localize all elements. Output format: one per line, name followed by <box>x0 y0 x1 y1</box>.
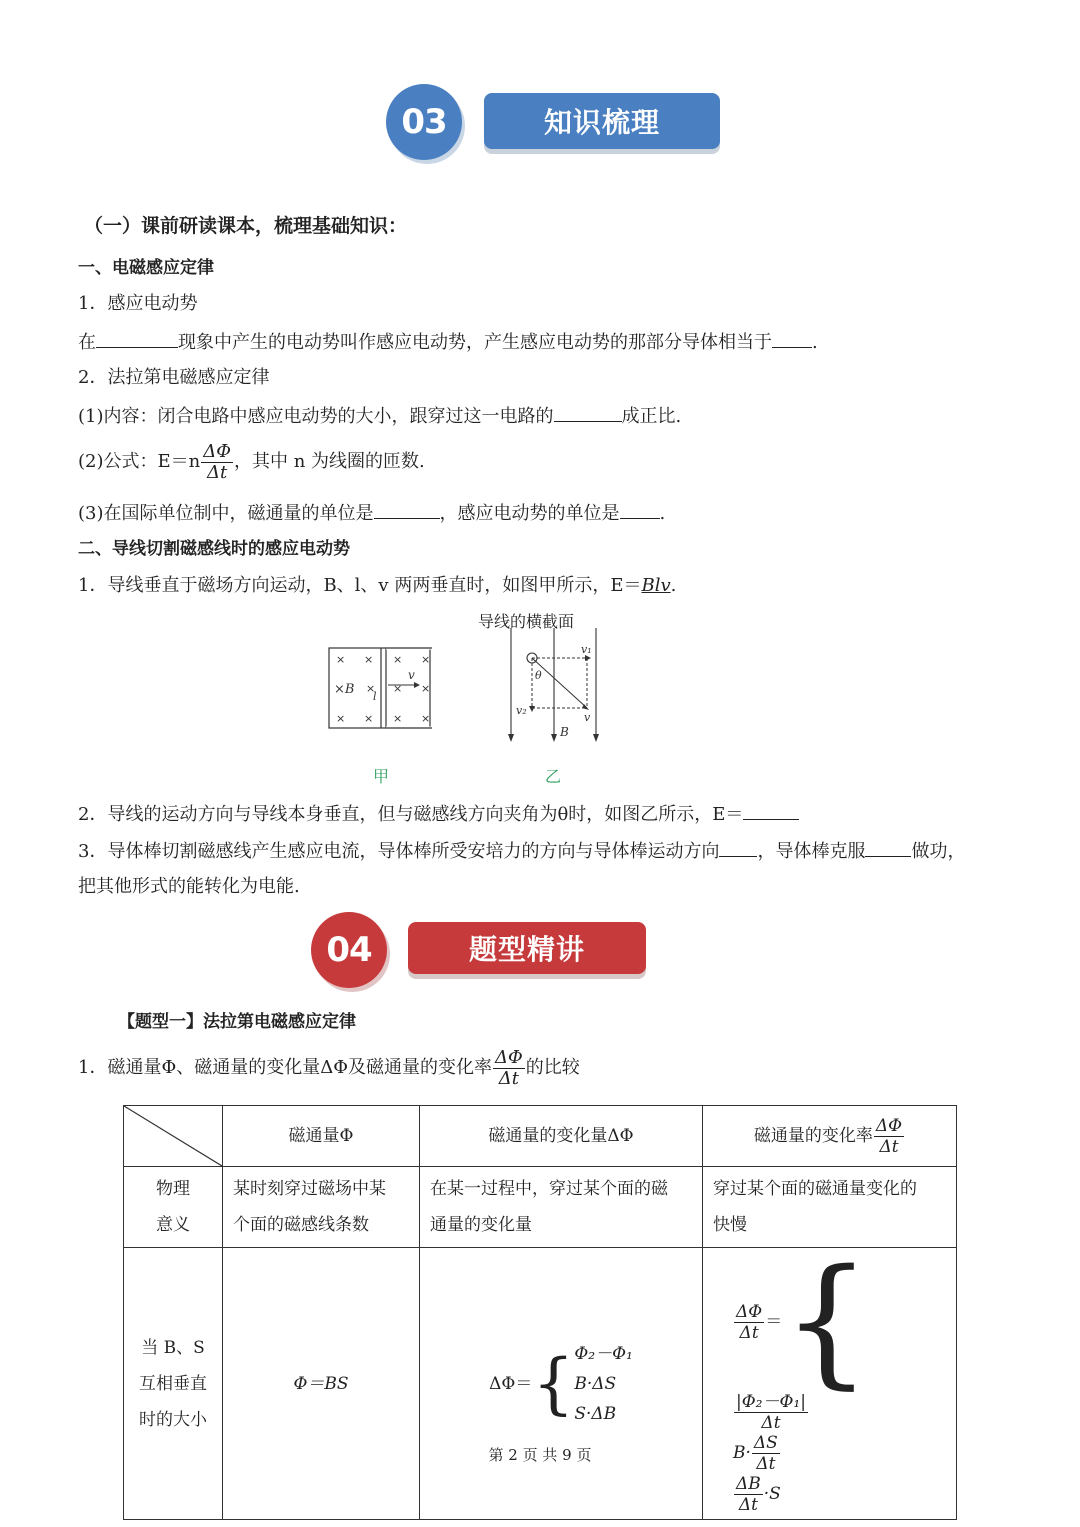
lhs: ΔΦ＝ <box>489 1373 533 1394</box>
formula-blv: Blv <box>641 575 671 596</box>
table-header-row <box>124 1106 957 1167</box>
text: 在某一过程中，穿过某个面的磁 <box>430 1179 668 1199</box>
figure-yi-label: 乙 <box>545 767 562 786</box>
case-3-suffix: ·S <box>763 1484 781 1504</box>
denominator: Δt <box>498 1067 519 1089</box>
length-label: l <box>373 690 377 703</box>
row-head-meaning <box>124 1167 223 1248</box>
velocity-label: v <box>408 668 415 682</box>
cross-mark: × <box>366 682 376 695</box>
cross-mark: × <box>364 712 374 725</box>
part2-item3 <box>78 838 965 864</box>
page-footer: 第 2 页 共 9 页 <box>488 1446 592 1464</box>
text-b: ，其中 n 为线圈的匝数. <box>234 451 425 472</box>
text-a: 3．导体棒切割磁感线产生感应电流，导体棒所受安培力的方向与导体棒运动方向 <box>78 841 720 862</box>
cell-magnitude-change <box>420 1248 703 1520</box>
section-03-title: 知识梳理 <box>484 93 720 149</box>
numerator: ΔΦ <box>875 1115 903 1136</box>
numerator: |Φ₂－Φ₁| <box>736 1392 806 1412</box>
text: 物理 <box>156 1179 190 1199</box>
rate-fraction <box>493 1048 525 1089</box>
brace: { <box>532 1344 575 1422</box>
section-04-title: 题型精讲 <box>408 922 646 974</box>
part1-item2-title: 2．法拉第电磁感应定律 <box>78 367 270 388</box>
cases <box>574 1339 633 1429</box>
text-b: 的比较 <box>525 1057 580 1078</box>
cell-magnitude-rate <box>703 1240 957 1520</box>
figure-jia-label: 甲 <box>373 767 390 786</box>
text-b: 现象中产生的电动势叫作感应电动势，产生感应电动势的那部分导体相当于 <box>178 332 772 353</box>
blank <box>620 500 660 519</box>
denominator: Δt <box>756 1454 776 1474</box>
lhs-fraction <box>734 1302 764 1343</box>
denominator: Δt <box>761 1413 781 1433</box>
blank <box>374 500 440 519</box>
cross-mark: × <box>421 712 431 725</box>
numerator: ΔS <box>753 1433 778 1453</box>
numerator: ΔB <box>736 1474 761 1494</box>
header-flux: 磁通量Φ <box>223 1106 420 1167</box>
v2-label: v₂ <box>516 704 527 717</box>
header-flux-rate <box>703 1106 957 1167</box>
cell-magnitude-flux: Φ＝BS <box>223 1248 420 1520</box>
text: 时的大小 <box>139 1409 207 1430</box>
text: 个面的磁感线条数 <box>233 1215 369 1235</box>
header-flux-change: 磁通量的变化量ΔΦ <box>420 1106 703 1167</box>
figure-jia <box>326 645 436 733</box>
formula-fraction <box>201 442 233 483</box>
denominator: Δt <box>207 461 228 483</box>
part2-item2 <box>78 801 799 827</box>
figure-title: 导线的横截面 <box>478 612 575 631</box>
text-b: ，导体棒克服 <box>757 841 866 862</box>
table-row-magnitude <box>124 1248 957 1520</box>
blank <box>772 329 812 348</box>
blank <box>865 838 911 857</box>
intro-heading: （一）课前研读课本，梳理基础知识： <box>84 215 408 237</box>
part2-item1 <box>78 574 676 598</box>
v1-label: v₁ <box>581 643 592 656</box>
blank <box>719 838 757 857</box>
figure-yi <box>505 628 607 744</box>
cell-meaning-flux <box>223 1167 420 1248</box>
part1-item1-title: 1．感应电动势 <box>78 293 198 314</box>
brace: { <box>782 1240 872 1403</box>
blank <box>96 329 178 348</box>
field-label-b: ×B <box>334 682 355 697</box>
text-c: . <box>670 575 677 596</box>
text-a: 在 <box>78 332 96 353</box>
cell-meaning-rate <box>703 1167 957 1248</box>
type1-heading: 【题型一】法拉第电磁感应定律 <box>118 1012 356 1032</box>
text-a: (3)在国际单位制中，磁通量的单位是 <box>78 503 374 524</box>
text: 意义 <box>156 1215 190 1235</box>
part1-item2-formula <box>78 440 425 484</box>
case-3: S·ΔB <box>574 1403 617 1424</box>
text-c: . <box>659 503 666 524</box>
case-2-prefix: B· <box>733 1443 751 1463</box>
text-a: (1)内容：闭合电路中感应电动势的大小，跟穿过这一电路的 <box>78 406 554 427</box>
table-row-meaning <box>124 1167 957 1248</box>
text: 某时刻穿过磁场中某 <box>233 1179 386 1199</box>
numerator: ΔΦ <box>494 1046 523 1068</box>
section-04-number: 04 <box>311 912 387 988</box>
corner-cell <box>124 1106 223 1167</box>
denominator: Δt <box>738 1495 758 1515</box>
section-03-number: 03 <box>386 84 462 160</box>
part2-item3-cont: 把其他形式的能转化为电能. <box>78 876 300 897</box>
case-3 <box>734 1474 763 1515</box>
text-c: . <box>812 332 818 353</box>
text: 当 B、S <box>141 1337 205 1358</box>
cross-mark: × <box>393 712 403 725</box>
velocity-diagonal <box>532 658 587 708</box>
denominator: Δt <box>879 1136 899 1157</box>
v-label: v <box>584 711 591 724</box>
type1-item1 <box>78 1046 580 1090</box>
cell-meaning-change <box>420 1167 703 1248</box>
part2-heading: 二、导线切割磁感线时的感应电动势 <box>78 539 350 559</box>
case-1: Φ₂－Φ₁ <box>574 1343 633 1364</box>
b-field-label: B <box>560 725 569 739</box>
text-a: 1．导线垂直于磁场方向运动，B、l、v 两两垂直时，如图甲所示，E＝ <box>78 575 642 596</box>
text: 通量的变化量 <box>430 1215 532 1235</box>
cross-mark: × <box>421 653 431 666</box>
header-flux-rate-text: 磁通量的变化率 <box>753 1125 873 1146</box>
equals: ＝ <box>765 1312 783 1332</box>
case-2: B·ΔS <box>574 1373 617 1394</box>
theta-label: θ <box>535 669 542 682</box>
text: 快慢 <box>713 1215 747 1235</box>
text-a: 2．导线的运动方向与导线本身垂直，但与磁感线方向夹角为θ时，如图乙所示，E＝ <box>78 804 744 825</box>
text: 互相垂直 <box>139 1373 207 1394</box>
text-b: 成正比. <box>621 406 682 427</box>
diagonal-line <box>124 1106 222 1166</box>
cross-mark: × <box>393 653 403 666</box>
part1-item1-text <box>78 329 818 355</box>
part1-item2-content <box>78 403 681 429</box>
cross-mark: × <box>336 653 346 666</box>
blank <box>554 403 622 422</box>
text-a: 1．磁通量Φ、磁通量的变化量ΔΦ及磁通量的变化率 <box>78 1057 492 1078</box>
denominator: Δt <box>739 1322 759 1343</box>
text-a: (2)公式：E＝n <box>78 451 201 472</box>
case-1 <box>734 1392 808 1433</box>
cross-mark: × <box>364 653 374 666</box>
text-c: 做功， <box>911 841 966 862</box>
blank <box>743 801 799 820</box>
rate-fraction <box>874 1116 904 1157</box>
cross-mark: × <box>393 682 403 695</box>
numerator: ΔΦ <box>736 1301 763 1322</box>
part1-heading: 一、电磁感应定律 <box>78 258 214 278</box>
cross-mark: × <box>421 682 431 695</box>
part1-item2-unit <box>78 500 665 526</box>
cross-mark: × <box>336 712 346 725</box>
numerator: ΔΦ <box>203 440 231 462</box>
text: 穿过某个面的磁通量变化的 <box>713 1179 917 1199</box>
text-b: ，感应电动势的单位是 <box>439 503 620 524</box>
row-head-magnitude <box>124 1248 223 1520</box>
